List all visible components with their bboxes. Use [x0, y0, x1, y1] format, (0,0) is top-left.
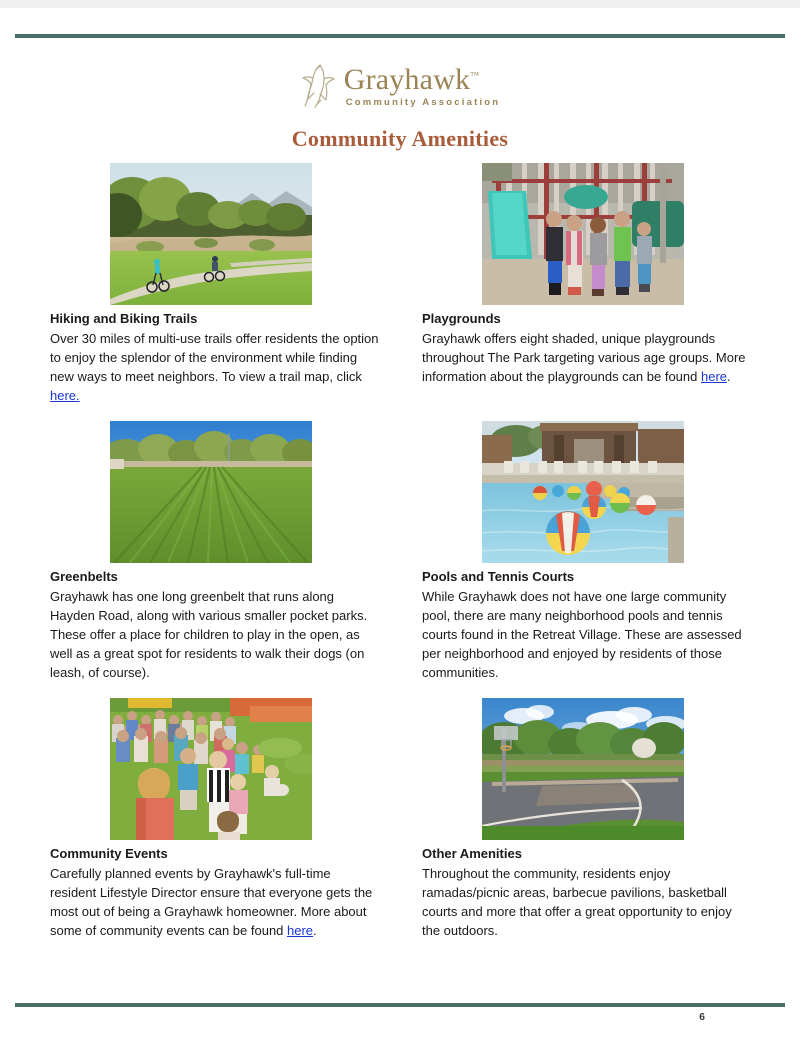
amenity-body-text: Carefully planned events by Grayhawk's full-time resident Lifestyle Director ensure that everyone gets the most out of being a Grayhawk homeowner. More about some of community events can be found [50, 865, 373, 939]
amenity-greenbelts [50, 421, 380, 682]
hiking-biking-trail-photo [110, 163, 312, 305]
amenity-body-text: Over 30 miles of multi-use trails offer residents the option to enjoy the splendor of the environment while finding new ways to meet neighbors. To view a trail map, click [50, 330, 379, 385]
trademark-icon: ™ [470, 69, 480, 80]
basketball-court-photo [482, 698, 684, 840]
amenity-body [50, 329, 380, 405]
page-number-value: 6 [699, 1011, 705, 1023]
greenbelt-photo [110, 421, 312, 563]
amenity-heading: Greenbelts [50, 569, 118, 584]
amenity-body [422, 329, 752, 386]
amenity-body [50, 864, 380, 940]
viewer-top-strip [0, 0, 800, 8]
logo-word-text: Grayhawk [343, 62, 471, 96]
header-rule [15, 34, 785, 38]
amenity-body-tail: . [727, 369, 731, 385]
amenity-body-tail: . [313, 923, 317, 939]
playground-photo [482, 163, 684, 305]
amenity-community-events [50, 698, 380, 940]
amenity-other-amenities [422, 698, 752, 940]
footer-rule [15, 1003, 785, 1007]
grayhawk-logo [0, 58, 800, 114]
amenity-body: While Grayhawk does not have one large community pool, there are many neighborhood pools and tennis courts found in the Retreat Village. These are assessed per neighborhood and enjoyed by residents of those communities. [422, 588, 742, 681]
pool-photo [482, 421, 684, 563]
logo-wordmark [343, 62, 480, 96]
amenity-body: Grayhawk has one long greenbelt that runs along Hayden Road, along with various smaller pocket parks. These offer a place for children to play in the open, as well as a great spot for residents to walk their dogs (on leash, of course). [50, 588, 368, 681]
community-events-photo [110, 698, 312, 840]
amenity-heading: Community Events [50, 846, 168, 861]
playgrounds-link[interactable]: here [700, 369, 728, 385]
community-events-link[interactable]: here [287, 923, 314, 939]
hawk-icon [300, 61, 338, 111]
trail-map-link[interactable]: here. [50, 388, 80, 404]
amenity-heading: Other Amenities [422, 846, 522, 861]
amenity-hiking-and-biking-trails [50, 163, 380, 405]
page-title: Community Amenities [291, 126, 509, 151]
amenity-heading: Hiking and Biking Trails [50, 311, 198, 326]
amenity-body-text: Grayhawk offers eight shaded, unique playgrounds throughout The Park targeting various age groups. More information about the playgrounds can be found [422, 330, 746, 385]
amenity-playgrounds [422, 163, 752, 386]
amenity-pools-and-tennis-courts [422, 421, 752, 682]
amenity-heading: Playgrounds [422, 311, 501, 326]
page-number [0, 1011, 800, 1023]
logo-subtitle: Community Association [345, 96, 501, 108]
amenity-body: Throughout the community, residents enjoy ramadas/picnic areas, barbecue pavilions, basketball courts and more that offer a great opportunity to enjoy the outdoors. [422, 865, 732, 939]
amenity-heading: Pools and Tennis Courts [422, 569, 575, 584]
